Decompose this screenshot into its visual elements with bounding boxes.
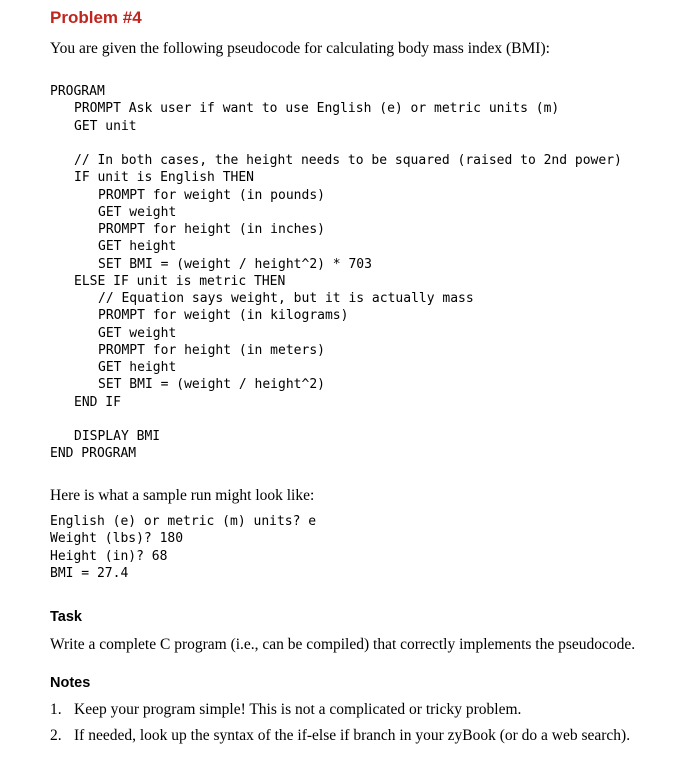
pseudocode-line — [50, 411, 622, 428]
note-number: 2. — [50, 727, 62, 744]
pseudocode-line: ELSE IF unit is metric THEN — [74, 273, 286, 289]
pseudocode-line: DISPLAY BMI — [74, 429, 161, 444]
pseudocode-line: PROMPT for height (in inches) — [98, 222, 325, 237]
task-heading: Task — [50, 609, 82, 625]
sample-run-line: Height (in)? 68 — [50, 548, 168, 564]
pseudocode-block — [50, 83, 622, 463]
pseudocode-line: PROMPT for height (in meters) — [98, 342, 325, 358]
pseudocode-line: END IF — [74, 394, 121, 410]
pseudocode-line: // In both cases, the height needs to be squared (raised to 2nd power) — [74, 153, 622, 168]
note-item — [50, 727, 630, 753]
pseudocode-line: IF unit is English THEN — [74, 170, 255, 186]
note-text: If needed, look up the syntax of the if-else if branch in your zyBook (or do a web search). — [74, 727, 631, 744]
sample-run-line: Weight (lbs)? 180 — [50, 531, 184, 547]
pseudocode-line: GET weight — [98, 204, 177, 220]
sample-run-line: English (e) or metric (m) units? e — [50, 514, 317, 529]
pseudocode-line: PROMPT for weight (in kilograms) — [98, 308, 349, 324]
note-number: 1. — [50, 701, 62, 718]
notes-heading: Notes — [50, 675, 91, 691]
pseudocode-line: END PROGRAM — [50, 446, 137, 462]
note-text: Keep your program simple! This is not a complicated or tricky problem. — [74, 701, 522, 718]
notes-list — [50, 701, 630, 753]
sample-run-block — [50, 513, 316, 582]
pseudocode-line: PROGRAM — [50, 84, 105, 99]
sample-run-line: BMI = 27.4 — [50, 565, 129, 581]
note-item — [50, 701, 630, 727]
pseudocode-line — [50, 135, 622, 152]
problem-title: Problem #4 — [50, 8, 142, 27]
pseudocode-line: GET unit — [74, 118, 137, 134]
task-text: Write a complete C program (i.e., can be compiled) that correctly implements the pseudocode. — [50, 636, 636, 653]
pseudocode-line: SET BMI = (weight / height^2) * 703 — [98, 256, 372, 272]
pseudocode-line: PROMPT for weight (in pounds) — [98, 187, 325, 203]
sample-run-intro: Here is what a sample run might look like: — [50, 487, 315, 504]
pseudocode-line: GET weight — [98, 325, 177, 341]
pseudocode-line: GET height — [98, 360, 177, 375]
pseudocode-line: GET height — [98, 239, 177, 255]
pseudocode-line: SET BMI = (weight / height^2) — [98, 377, 325, 393]
pseudocode-line: // Equation says weight, but it is actually mass — [98, 291, 474, 306]
intro-paragraph: You are given the following pseudocode for calculating body mass index (BMI): — [50, 40, 550, 57]
pseudocode-line: PROMPT Ask user if want to use English (e) or metric units (m) — [74, 101, 560, 117]
